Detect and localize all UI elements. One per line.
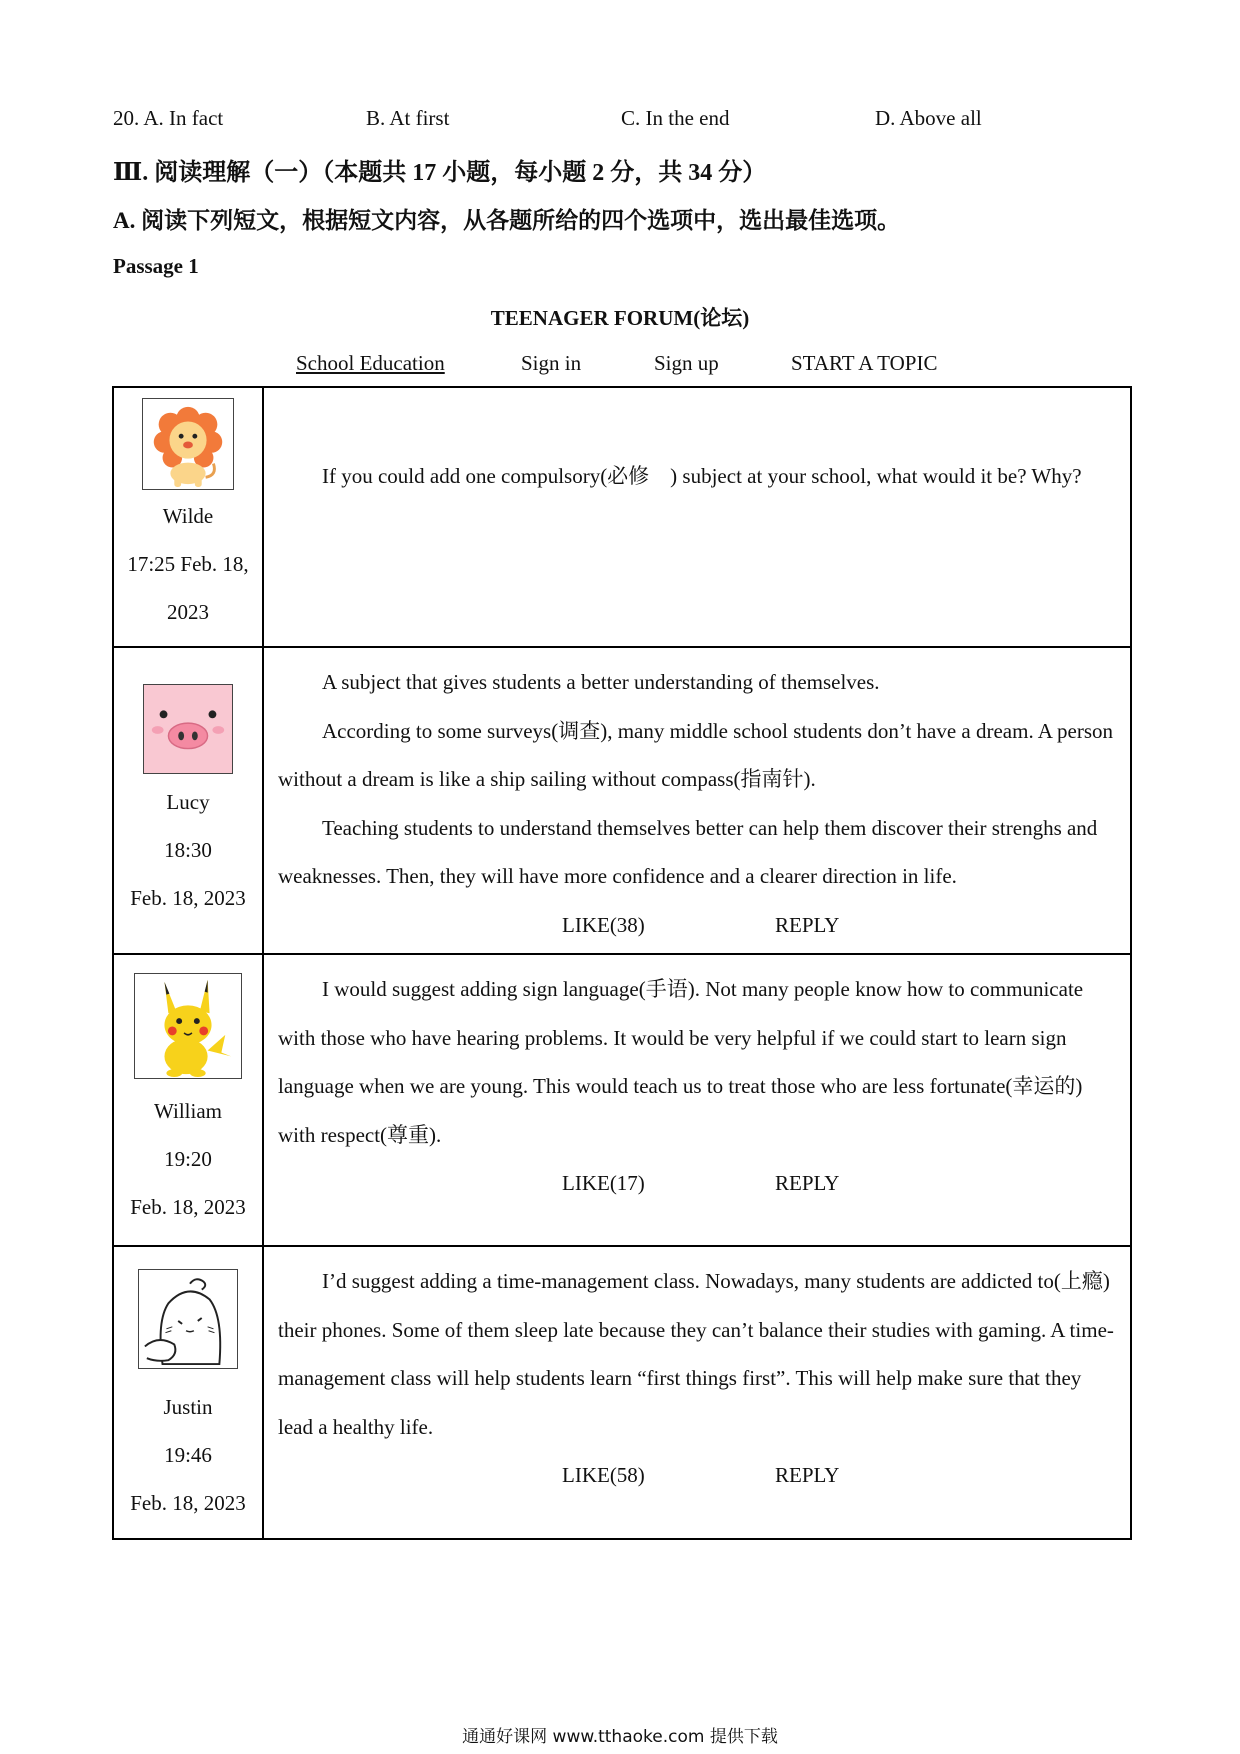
post-time: 17:25 Feb. 18, xyxy=(127,552,249,576)
post-actions xyxy=(278,1159,1116,1205)
post-paragraph: I’d suggest adding a time-management class. Nowadays, many students are addicted to(上瘾) their phones. Some of them sleep late because they can’t balance their studies with gaming. A time-management class will help students learn “first things first”. This will help make sure that they lead a healthy life. xyxy=(278,1269,1114,1439)
option-b: B. At first xyxy=(366,106,450,130)
nav-sign-up[interactable]: Sign up xyxy=(654,351,719,375)
reply-button[interactable]: REPLY xyxy=(775,1171,840,1195)
author-name: Lucy xyxy=(166,790,210,814)
post-actions xyxy=(278,901,1116,947)
cartoon-face-icon xyxy=(138,1269,238,1369)
footer-text: 通通好课网 www.tthaoke.com 提供下载 xyxy=(462,1727,778,1747)
author-name: Justin xyxy=(163,1395,213,1419)
forum-table xyxy=(112,386,1132,1540)
pikachu-icon xyxy=(134,973,242,1079)
user-info xyxy=(114,648,264,953)
post-body xyxy=(264,955,1130,1245)
post-date: 2023 xyxy=(167,600,209,624)
post-body xyxy=(264,388,1130,646)
reply-button[interactable]: REPLY xyxy=(775,1463,840,1487)
forum-title: TEENAGER FORUM(论坛) xyxy=(490,306,750,330)
forum-post-justin xyxy=(114,1245,1130,1538)
user-info xyxy=(114,1247,264,1538)
pig-icon xyxy=(143,684,233,774)
post-date: Feb. 18, 2023 xyxy=(130,1491,246,1515)
forum-post-wilde xyxy=(114,388,1130,646)
like-button[interactable]: LIKE(38) xyxy=(562,912,645,937)
post-paragraph: I would suggest adding sign language(手语). Not many people know how to communicate with those who have hearing problems. It would be very helpful if we could start to learn sign language when we are young. This would teach us to treat those who are less fortunate(幸运的) with respect(尊重). xyxy=(278,977,1084,1147)
post-date: Feb. 18, 2023 xyxy=(130,886,246,910)
post-paragraph: A subject that gives students a better understanding of themselves. xyxy=(322,670,880,694)
post-paragraph: If you could add one compulsory(必修 ) subject at your school, what would it be? Why? xyxy=(322,464,1082,488)
section-title: Ⅲ. 阅读理解（一）（本题共 17 小题，每小题 2 分，共 34 分） xyxy=(113,160,767,186)
post-body xyxy=(264,1247,1130,1538)
instruction: A. 阅读下列短文，根据短文内容，从各题所给的四个选项中，选出最佳选项。 xyxy=(113,208,901,233)
like-button[interactable]: LIKE(58) xyxy=(562,1463,645,1487)
nav-school-education[interactable]: School Education xyxy=(296,351,445,375)
passage-label: Passage 1 xyxy=(113,254,199,278)
user-info xyxy=(114,955,264,1245)
post-actions xyxy=(278,1451,1116,1497)
option-c: C. In the end xyxy=(621,106,730,130)
post-date: Feb. 18, 2023 xyxy=(130,1195,246,1219)
post-paragraph: According to some surveys(调查), many middle school students don’t have a dream. A person without a dream is like a ship sailing without compass(指南针). xyxy=(278,718,1114,791)
author-name: William xyxy=(154,1099,222,1123)
post-time: 18:30 xyxy=(164,838,212,862)
like-button[interactable]: LIKE(17) xyxy=(562,1171,645,1195)
nav-start-topic[interactable]: START A TOPIC xyxy=(791,351,938,375)
forum-post-william xyxy=(114,953,1130,1245)
post-body xyxy=(264,648,1130,953)
option-a: 20. A. In fact xyxy=(113,106,224,130)
nav-sign-in[interactable]: Sign in xyxy=(521,351,582,375)
forum-post-lucy xyxy=(114,646,1130,953)
lion-icon xyxy=(142,398,234,490)
author-name: Wilde xyxy=(162,504,214,528)
reply-button[interactable]: REPLY xyxy=(775,912,840,937)
post-paragraph: Teaching students to understand themselves better can help them discover their strenghs and weaknesses. Then, they will have more confidence and a clearer direction in life. xyxy=(278,815,1098,888)
post-time: 19:20 xyxy=(164,1147,212,1171)
option-d: D. Above all xyxy=(875,106,982,130)
post-time: 19:46 xyxy=(164,1443,212,1467)
forum-nav xyxy=(0,351,1240,381)
user-info xyxy=(114,388,264,646)
